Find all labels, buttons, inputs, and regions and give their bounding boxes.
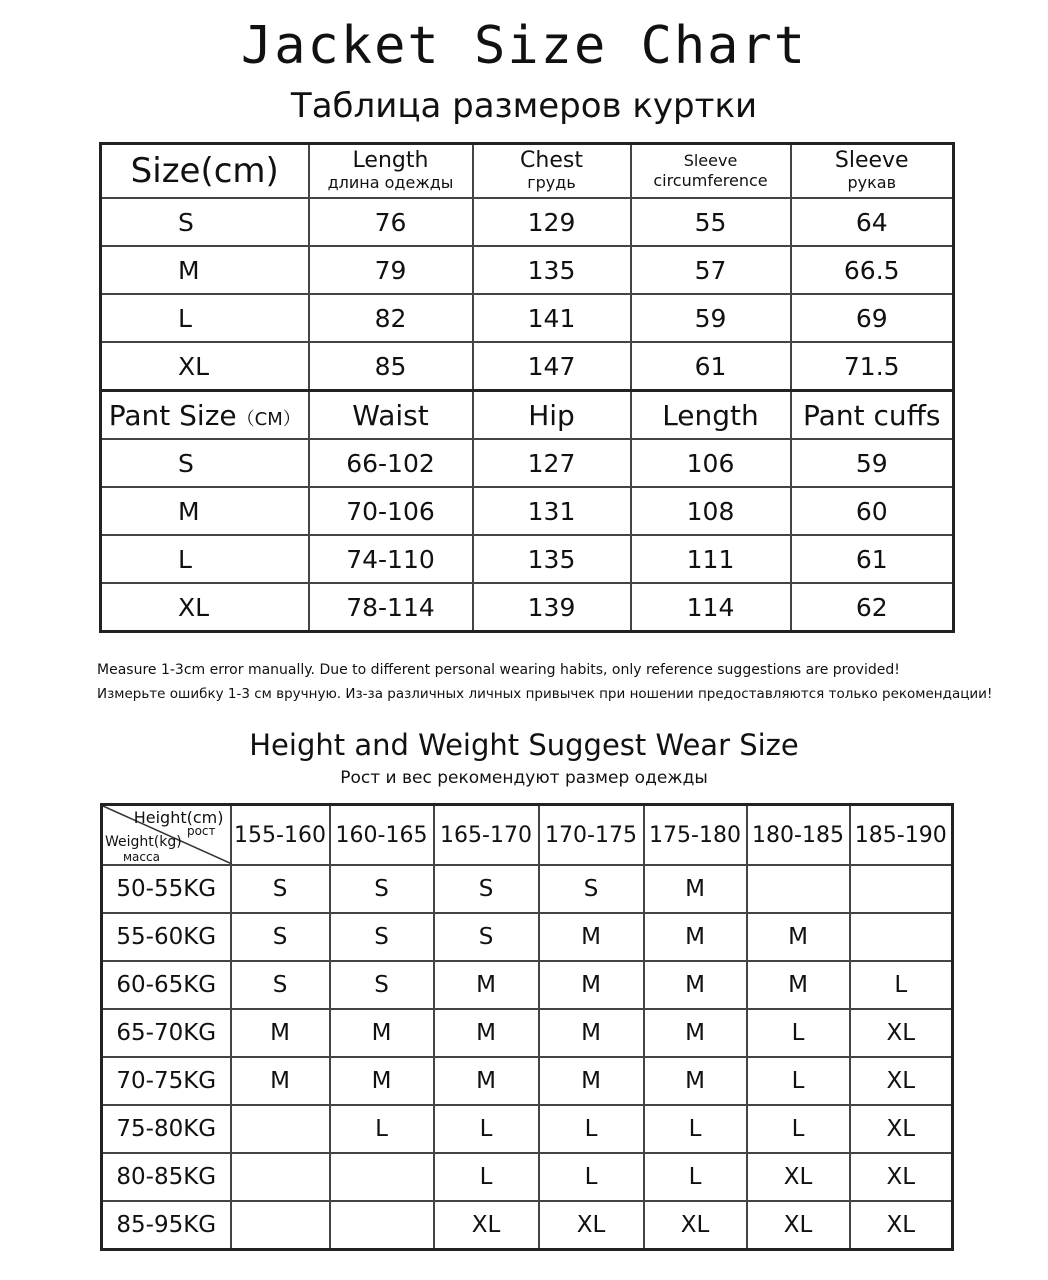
size-suggestion-cell: M xyxy=(539,1009,644,1057)
height-header-cell: 180-185 xyxy=(747,805,850,866)
length-cell: 85 xyxy=(309,342,473,391)
header-pant-size: Pant Size（CM） xyxy=(101,391,309,440)
size-suggestion-cell: XL xyxy=(644,1201,747,1250)
size-suggestion-cell xyxy=(850,913,953,961)
size-suggestion-cell: S xyxy=(231,913,330,961)
pant-length-cell: 108 xyxy=(631,487,791,535)
size-suggestion-cell: L xyxy=(330,1105,434,1153)
size-suggestion-cell: XL xyxy=(850,1201,953,1250)
size-suggestion-cell: L xyxy=(747,1105,850,1153)
size-suggestion-cell: XL xyxy=(539,1201,644,1250)
size-suggestion-cell: S xyxy=(330,961,434,1009)
weight-cell: 50-55KG xyxy=(102,865,231,913)
hip-cell: 131 xyxy=(473,487,631,535)
size-suggestion-cell: M xyxy=(539,961,644,1009)
jacket-header-row xyxy=(101,144,954,199)
size-suggestion-cell: XL xyxy=(850,1009,953,1057)
weight-cell: 60-65KG xyxy=(102,961,231,1009)
weight-cell: 75-80KG xyxy=(102,1105,231,1153)
header-sleeve-circumference: Sleeve circumference xyxy=(631,144,791,199)
size-cell: S xyxy=(101,439,309,487)
size-suggestion-cell: M xyxy=(644,1009,747,1057)
note-en: Measure 1-3cm error manually. Due to different personal wearing habits, only reference suggestions are provided! xyxy=(97,662,900,678)
hip-cell: 139 xyxy=(473,583,631,632)
size-suggestion-cell: XL xyxy=(850,1153,953,1201)
hip-cell: 127 xyxy=(473,439,631,487)
length-cell: 79 xyxy=(309,246,473,294)
size-suggestion-cell: XL xyxy=(747,1201,850,1250)
header-pant-cuffs: Pant cuffs xyxy=(791,391,954,440)
height-header-cell: 160-165 xyxy=(330,805,434,866)
height-header-cell: 155-160 xyxy=(231,805,330,866)
size-suggestion-cell: L xyxy=(539,1153,644,1201)
pant-length-cell: 106 xyxy=(631,439,791,487)
hip-cell: 135 xyxy=(473,535,631,583)
height-header-cell: 175-180 xyxy=(644,805,747,866)
pant-length-cell: 114 xyxy=(631,583,791,632)
header-size: Size(cm) xyxy=(101,144,309,199)
hw-row xyxy=(102,1153,953,1201)
chest-cell: 135 xyxy=(473,246,631,294)
waist-cell: 74-110 xyxy=(309,535,473,583)
size-suggestion-cell: M xyxy=(539,913,644,961)
size-suggestion-cell xyxy=(747,865,850,913)
header-hip: Hip xyxy=(473,391,631,440)
page-title: Jacket Size Chart xyxy=(240,16,808,76)
weight-cell: 65-70KG xyxy=(102,1009,231,1057)
chest-cell: 147 xyxy=(473,342,631,391)
size-suggestion-cell xyxy=(330,1153,434,1201)
size-suggestion-cell xyxy=(231,1105,330,1153)
size-suggestion-cell: S xyxy=(231,865,330,913)
size-cell: S xyxy=(101,198,309,246)
size-suggestion-cell xyxy=(231,1201,330,1250)
jacket-row xyxy=(101,342,954,391)
size-suggestion-cell xyxy=(231,1153,330,1201)
pant-length-cell: 111 xyxy=(631,535,791,583)
height-header-cell: 170-175 xyxy=(539,805,644,866)
pant-row xyxy=(101,487,954,535)
note-ru: Измерьте ошибку 1-3 см вручную. Из-за различных личных привычек при ношении предоставляются только рекомендации! xyxy=(97,686,993,702)
size-suggestion-cell: L xyxy=(434,1105,539,1153)
size-suggestion-cell: L xyxy=(539,1105,644,1153)
hw-row xyxy=(102,913,953,961)
size-chart-table xyxy=(99,142,955,633)
weight-cell: 70-75KG xyxy=(102,1057,231,1105)
hw-row xyxy=(102,1009,953,1057)
height-weight-table xyxy=(100,803,954,1251)
pant-header-row xyxy=(101,391,954,440)
size-suggestion-cell: L xyxy=(644,1153,747,1201)
hw-title: Height and Weight Suggest Wear Size xyxy=(249,728,799,762)
hw-header-row xyxy=(102,805,953,866)
size-cell: XL xyxy=(101,342,309,391)
size-suggestion-cell: S xyxy=(434,913,539,961)
waist-cell: 66-102 xyxy=(309,439,473,487)
size-suggestion-cell: XL xyxy=(850,1105,953,1153)
corner-height-label: Height(cm) xyxy=(133,808,224,827)
size-suggestion-cell: M xyxy=(644,913,747,961)
size-cell: L xyxy=(101,535,309,583)
size-suggestion-cell xyxy=(330,1201,434,1250)
size-suggestion-cell: S xyxy=(330,913,434,961)
size-suggestion-cell: S xyxy=(539,865,644,913)
size-suggestion-cell: XL xyxy=(850,1057,953,1105)
header-waist: Waist xyxy=(309,391,473,440)
waist-cell: 78-114 xyxy=(309,583,473,632)
size-suggestion-cell: M xyxy=(747,913,850,961)
size-suggestion-cell: L xyxy=(747,1009,850,1057)
weight-cell: 55-60KG xyxy=(102,913,231,961)
size-suggestion-cell: S xyxy=(231,961,330,1009)
size-suggestion-cell: M xyxy=(434,1009,539,1057)
size-suggestion-cell: S xyxy=(434,865,539,913)
pant-row xyxy=(101,583,954,632)
size-suggestion-cell: M xyxy=(434,961,539,1009)
jacket-row xyxy=(101,246,954,294)
size-suggestion-cell: XL xyxy=(434,1201,539,1250)
sleeve-circumference-cell: 57 xyxy=(631,246,791,294)
size-suggestion-cell: L xyxy=(644,1105,747,1153)
sleeve-cell: 69 xyxy=(791,294,954,342)
size-suggestion-cell: L xyxy=(747,1057,850,1105)
size-cell: M xyxy=(101,246,309,294)
sleeve-circumference-cell: 59 xyxy=(631,294,791,342)
height-header-cell: 185-190 xyxy=(850,805,953,866)
size-cell: XL xyxy=(101,583,309,632)
size-suggestion-cell: M xyxy=(330,1009,434,1057)
jacket-row xyxy=(101,198,954,246)
header-chest: Chest грудь xyxy=(473,144,631,199)
size-suggestion-cell: L xyxy=(850,961,953,1009)
size-suggestion-cell: M xyxy=(644,961,747,1009)
size-suggestion-cell: M xyxy=(539,1057,644,1105)
length-cell: 82 xyxy=(309,294,473,342)
pant-cuffs-cell: 62 xyxy=(791,583,954,632)
pant-row xyxy=(101,439,954,487)
hw-row xyxy=(102,865,953,913)
sleeve-cell: 66.5 xyxy=(791,246,954,294)
sleeve-cell: 71.5 xyxy=(791,342,954,391)
sleeve-cell: 64 xyxy=(791,198,954,246)
corner-weight-ru-label: масса xyxy=(123,850,160,864)
chest-cell: 129 xyxy=(473,198,631,246)
size-suggestion-cell: M xyxy=(747,961,850,1009)
hw-row xyxy=(102,1105,953,1153)
sleeve-circumference-cell: 55 xyxy=(631,198,791,246)
length-cell: 76 xyxy=(309,198,473,246)
header-sleeve: Sleeve рукав xyxy=(791,144,954,199)
weight-cell: 85-95KG xyxy=(102,1201,231,1250)
hw-row xyxy=(102,1201,953,1250)
corner-weight-label: Weight(kg) xyxy=(105,834,182,850)
jacket-row xyxy=(101,294,954,342)
chest-cell: 141 xyxy=(473,294,631,342)
size-suggestion-cell: M xyxy=(231,1057,330,1105)
size-suggestion-cell: M xyxy=(644,1057,747,1105)
weight-cell: 80-85KG xyxy=(102,1153,231,1201)
pant-cuffs-cell: 61 xyxy=(791,535,954,583)
hw-row xyxy=(102,1057,953,1105)
pant-cuffs-cell: 60 xyxy=(791,487,954,535)
size-suggestion-cell: M xyxy=(231,1009,330,1057)
corner-cell xyxy=(102,805,231,866)
size-suggestion-cell: M xyxy=(330,1057,434,1105)
hw-row xyxy=(102,961,953,1009)
size-suggestion-cell: XL xyxy=(747,1153,850,1201)
size-suggestion-cell: S xyxy=(330,865,434,913)
size-suggestion-cell: M xyxy=(434,1057,539,1105)
size-suggestion-cell xyxy=(850,865,953,913)
corner-height-ru-label: рост xyxy=(186,824,216,838)
page-subtitle: Таблица размеров куртки xyxy=(290,86,758,126)
height-header-cell: 165-170 xyxy=(434,805,539,866)
size-cell: M xyxy=(101,487,309,535)
sleeve-circumference-cell: 61 xyxy=(631,342,791,391)
waist-cell: 70-106 xyxy=(309,487,473,535)
header-length: Length длина одежды xyxy=(309,144,473,199)
size-suggestion-cell: M xyxy=(644,865,747,913)
hw-subtitle: Рост и вес рекомендуют размер одежды xyxy=(340,768,708,788)
size-cell: L xyxy=(101,294,309,342)
size-suggestion-cell: L xyxy=(434,1153,539,1201)
header-pant-length: Length xyxy=(631,391,791,440)
pant-cuffs-cell: 59 xyxy=(791,439,954,487)
pant-row xyxy=(101,535,954,583)
